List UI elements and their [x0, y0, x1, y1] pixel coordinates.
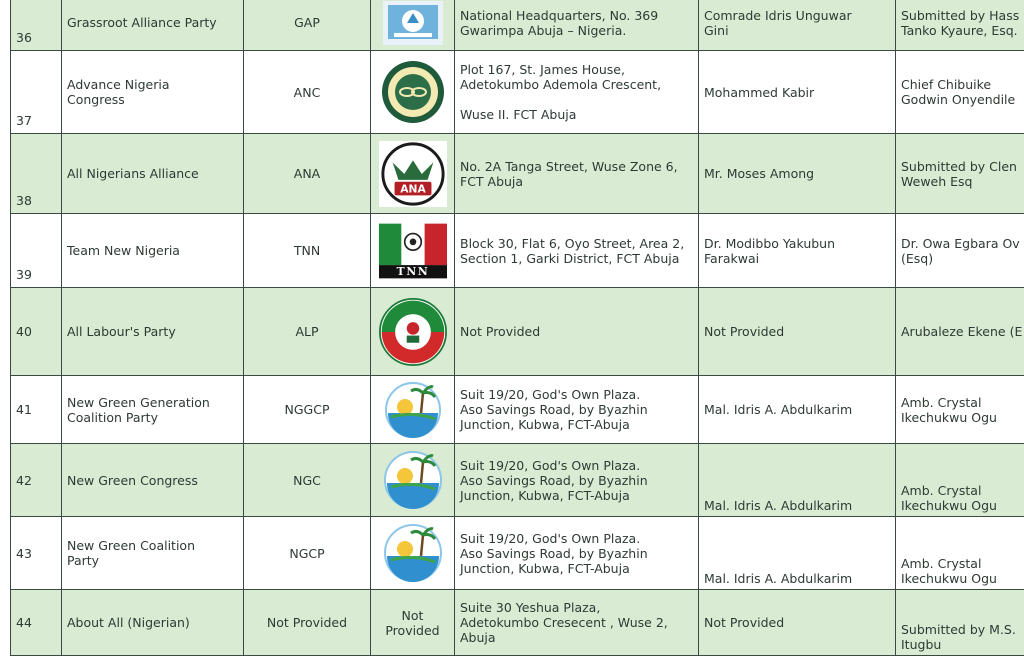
table-row — [11, 376, 1024, 444]
chairman: Mr. Moses Among — [699, 134, 896, 214]
party-name: All Nigerians Alliance — [62, 134, 244, 214]
address: National Headquarters, No. 369 Gwarimpa Abuja – Nigeria. — [455, 0, 699, 51]
table-row — [11, 51, 1024, 134]
ngcp-logo — [379, 522, 447, 584]
party-logo-cell — [371, 444, 455, 517]
table-row — [11, 0, 1024, 51]
chairman: Mal. Idris A. Abdulkarim — [699, 444, 896, 517]
party-logo-cell — [371, 0, 455, 51]
anc-logo — [379, 59, 447, 125]
party-logo-cell: Not Provided — [371, 590, 455, 656]
party-abbreviation: NGGCP — [244, 376, 371, 444]
contact: Arubaleze Ekene (E — [896, 288, 1024, 376]
party-name: New Green Generation Coalition Party — [62, 376, 244, 444]
address: Block 30, Flat 6, Oyo Street, Area 2, Section 1, Garki District, FCT Abuja — [455, 214, 699, 288]
contact: Amb. Crystal Ikechukwu Ogu — [896, 376, 1024, 444]
chairman: Dr. Modibbo Yakubun Farakwai — [699, 214, 896, 288]
contact: Submitted by Clen Weweh Esq — [896, 134, 1024, 214]
address: Suit 19/20, God's Own Plaza. Aso Savings Road, by Byazhin Junction, Kubwa, FCT-Abuja — [455, 517, 699, 590]
party-name: New Green Congress — [62, 444, 244, 517]
party-abbreviation: TNN — [244, 214, 371, 288]
row-number: 36 — [11, 0, 62, 51]
table-row — [11, 214, 1024, 288]
address: Suit 19/20, God's Own Plaza. Aso Savings Road, by Byazhin Junction, Kubwa, FCT-Abuja — [455, 376, 699, 444]
party-abbreviation: NGC — [244, 444, 371, 517]
ana-logo — [379, 140, 447, 208]
party-logo-cell — [371, 288, 455, 376]
contact: Submitted by M.S. Itugbu — [896, 590, 1024, 656]
chairman: Mohammed Kabir — [699, 51, 896, 134]
party-name: New Green Coalition Party — [62, 517, 244, 590]
address: Plot 167, St. James House, Adetokumbo Ademola Crescent, Wuse II. FCT Abuja — [455, 51, 699, 134]
contact: Dr. Owa Egbara Ov (Esq) — [896, 214, 1024, 288]
row-number: 43 — [11, 517, 62, 590]
gap-logo — [379, 1, 447, 45]
table-row — [11, 590, 1024, 656]
tnn-logo-text: TNN — [396, 264, 429, 278]
party-logo-cell — [371, 517, 455, 590]
row-number: 41 — [11, 376, 62, 444]
party-logo-cell — [371, 376, 455, 444]
chairman: Mal. Idris A. Abdulkarim — [699, 517, 896, 590]
party-abbreviation: ALP — [244, 288, 371, 376]
nggcp-logo — [379, 381, 447, 439]
party-name: Advance Nigeria Congress — [62, 51, 244, 134]
alp-logo — [379, 292, 447, 372]
party-abbreviation: ANC — [244, 51, 371, 134]
table-row — [11, 288, 1024, 376]
tnn-logo — [379, 218, 447, 284]
ngc-logo — [379, 449, 447, 511]
parties-table — [10, 0, 1024, 656]
chairman: Not Provided — [699, 590, 896, 656]
row-number: 39 — [11, 214, 62, 288]
chairman: Not Provided — [699, 288, 896, 376]
chairman: Mal. Idris A. Abdulkarim — [699, 376, 896, 444]
party-name: All Labour's Party — [62, 288, 244, 376]
contact: Amb. Crystal Ikechukwu Ogu — [896, 444, 1024, 517]
party-name: About All (Nigerian) — [62, 590, 244, 656]
row-number: 42 — [11, 444, 62, 517]
ana-logo-text: ANA — [399, 181, 426, 195]
chairman: Comrade Idris Unguwar Gini — [699, 0, 896, 51]
party-abbreviation: NGCP — [244, 517, 371, 590]
party-abbreviation: Not Provided — [244, 590, 371, 656]
contact: Amb. Crystal Ikechukwu Ogu — [896, 517, 1024, 590]
party-name: Team New Nigeria — [62, 214, 244, 288]
row-number: 38 — [11, 134, 62, 214]
party-abbreviation: GAP — [244, 0, 371, 51]
contact: Submitted by Hass Tanko Kyaure, Esq. — [896, 0, 1024, 51]
party-logo-cell — [371, 51, 455, 134]
address: No. 2A Tanga Street, Wuse Zone 6, FCT Abuja — [455, 134, 699, 214]
row-number: 44 — [11, 590, 62, 656]
party-logo-cell — [371, 214, 455, 288]
table-row — [11, 444, 1024, 517]
row-number: 37 — [11, 51, 62, 134]
party-name: Grassroot Alliance Party — [62, 0, 244, 51]
address: Not Provided — [455, 288, 699, 376]
table-row — [11, 134, 1024, 214]
address: Suite 30 Yeshua Plaza, Adetokumbo Cresecent , Wuse 2, Abuja — [455, 590, 699, 656]
party-logo-cell — [371, 134, 455, 214]
table-row — [11, 517, 1024, 590]
party-abbreviation: ANA — [244, 134, 371, 214]
contact: Chief Chibuike Godwin Onyendile — [896, 51, 1024, 134]
address: Suit 19/20, God's Own Plaza. Aso Savings Road, by Byazhin Junction, Kubwa, FCT-Abuja — [455, 444, 699, 517]
row-number: 40 — [11, 288, 62, 376]
